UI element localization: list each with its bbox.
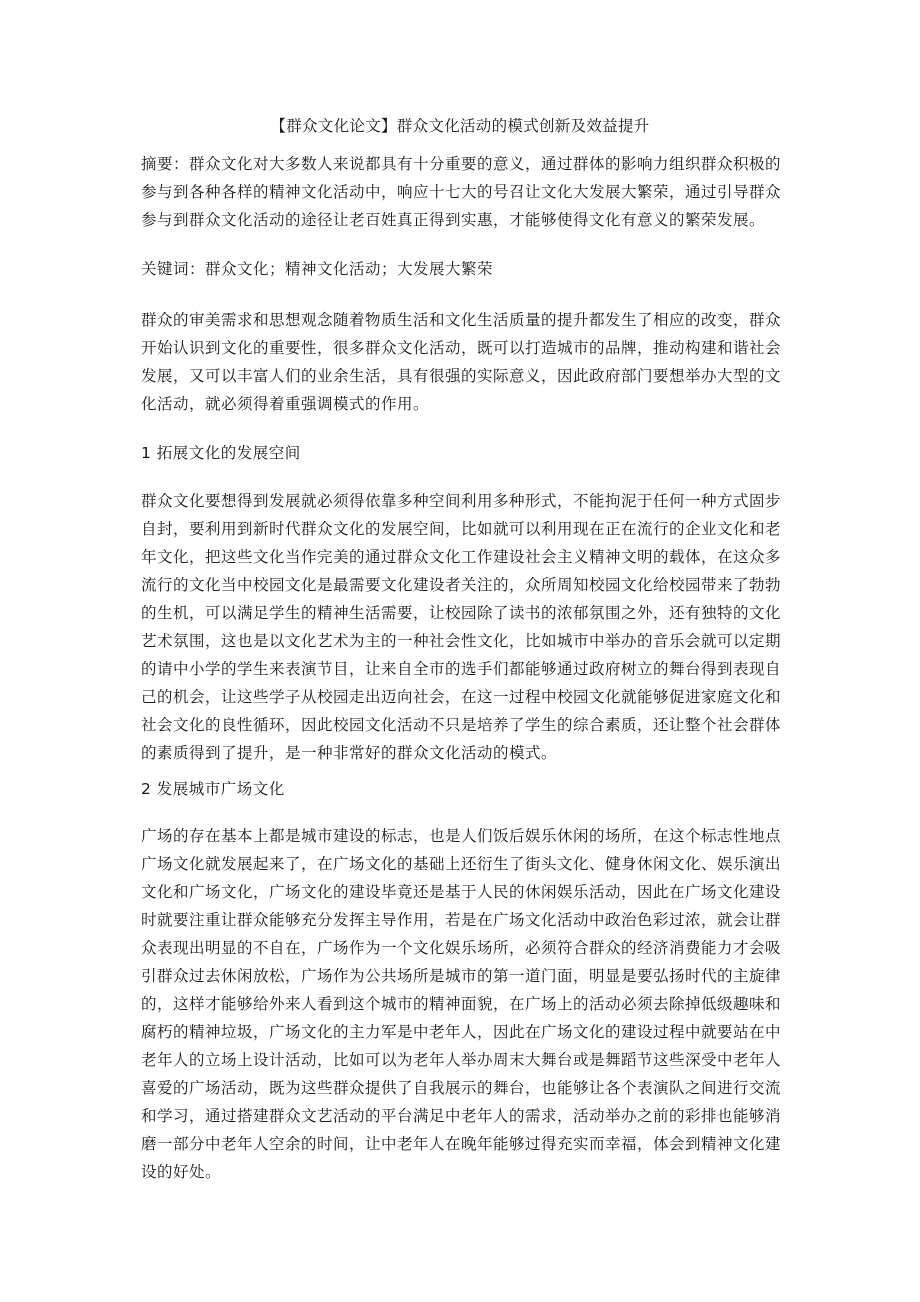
section-2-body: 广场的存在基本上都是城市建设的标志，也是人们饭后娱乐休闲的场所，在这个标志性地点广场文化就发展起来了，在广场文化的基础上还衍生了街头文化、健身休闲文化、娱乐演出文化和广场文化，广场文化的建设毕竟还是基于人民的休闲娱乐活动，因此在广场文化建设时就要注重让群众能够充分发挥主导作用，若是在广场文化活动中政治色彩过浓，就会让群众表现出明显的不自在，广场作为一个文化娱乐场所，必须符合群众的经济消费能力才会吸引群众过去休闲放松，广场作为公共场所是城市的第一道门面，明显是要弘扬时代的主旋律的，这样才能够给外来人看到这个城市的精神面貌，在广场上的活动必须去除掉低级趣味和腐朽的精神垃圾，广场文化的主力军是中老年人，因此在广场文化的建设过程中就要站在中老年人的立场上设计活动，比如可以为老年人举办周末大舞台或是舞蹈节这些深受中老年人喜爱的广场活动，既为这些群众提供了自我展示的舞台，也能够让各个表演队之间进行交流和学习，通过搭建群众文艺活动的平台满足中老年人的需求，活动举办之前的彩排也能够消磨一部分中老年人空余的时间，让中老年人在晚年能够过得充实而幸福，体会到精神文化建设的好处。 xyxy=(141,827,782,1181)
section-1-heading: 1 拓展文化的发展空间 xyxy=(141,444,301,462)
section-2-heading: 2 发展城市广场文化 xyxy=(141,780,285,798)
document-title: 【群众文化论文】群众文化活动的模式创新及效益提升 xyxy=(270,117,650,135)
abstract-paragraph: 摘要：群众文化对大多数人来说都具有十分重要的意义，通过群体的影响力组织群众积极的参与到各种各样的精神文化活动中，响应十七大的号召让文化大发展大繁荣，通过引导群众参与到群众文化活动的途径让老百姓真正得到实惠，才能够使得文化有意义的繁荣发展。 xyxy=(141,155,782,229)
intro-paragraph: 群众的审美需求和思想观念随着物质生活和文化生活质量的提升都发生了相应的改变，群众开始认识到文化的重要性，很多群众文化活动，既可以打造城市的品牌，推动构建和谐社会发展，又可以丰富人们的业余生活，具有很强的实际意义，因此政府部门要想举办大型的文化活动，就必须得着重强调模式的作用。 xyxy=(141,311,782,413)
section-1-body: 群众文化要想得到发展就必须得依靠多种空间利用多种形式，不能拘泥于任何一种方式固步自封，要利用到新时代群众文化的发展空间，比如就可以利用现在正在流行的企业文化和老年文化，把这些文化当作完美的通过群众文化工作建设社会主义精神文明的载体，在这众多流行的文化当中校园文化是最需要文化建设者关注的，众所周知校园文化给校园带来了勃勃的生机，可以满足学生的精神生活需要，让校园除了读书的浓郁氛围之外，还有独特的文化艺术氛围，这也是以文化艺术为主的一种社会性文化，比如城市中举办的音乐会就可以定期的请中小学的学生来表演节目，让来自全市的选手们都能够通过政府树立的舞台得到表现自己的机会，让这些学子从校园走出迈向社会，在这一过程中校园文化就能够促进家庭文化和社会文化的良性循环，因此校园文化活动不只是培养了学生的综合素质，还让整个社会群体的素质得到了提升，是一种非常好的群众文化活动的模式。 xyxy=(141,492,782,762)
keywords-line: 关键词：群众文化；精神文化活动；大发展大繁荣 xyxy=(141,260,494,278)
